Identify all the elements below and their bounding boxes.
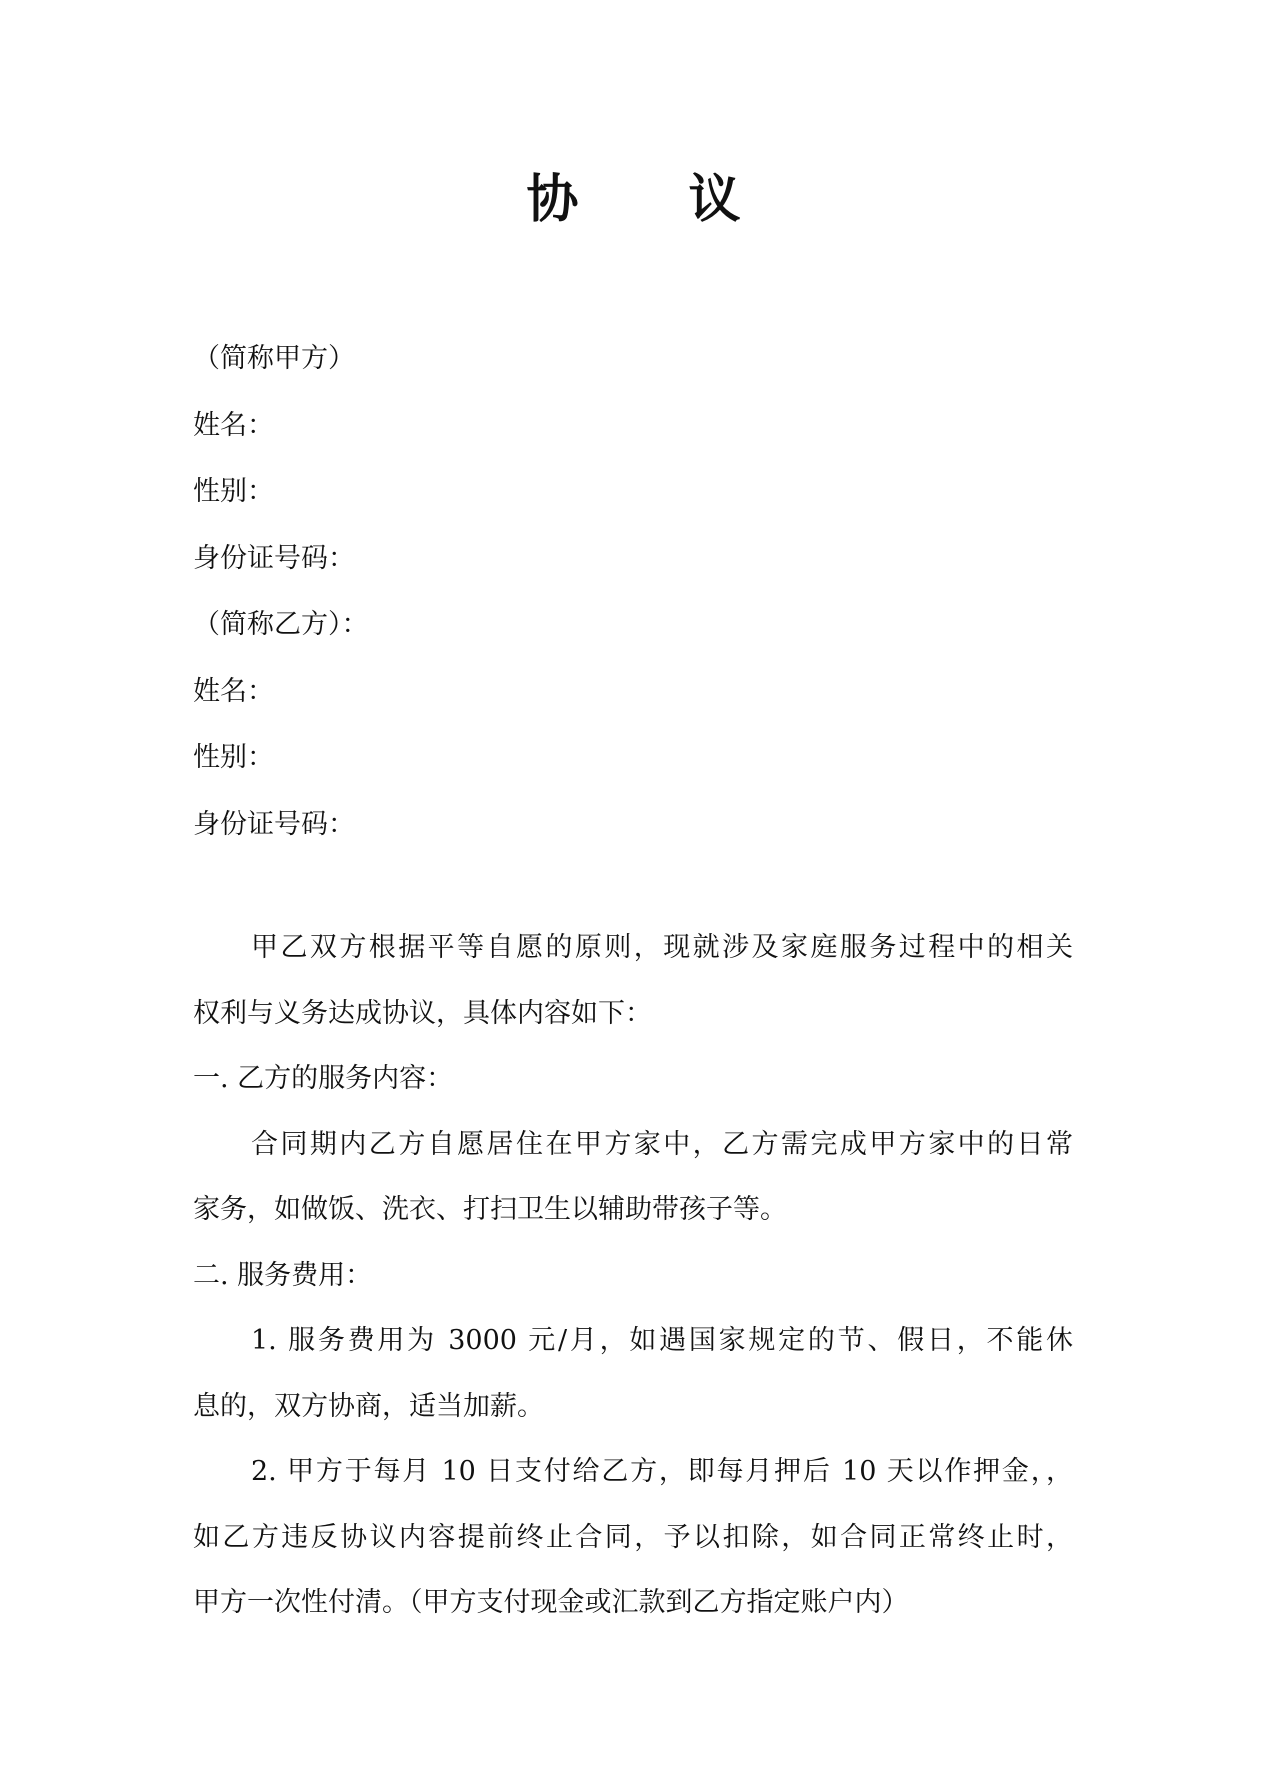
party-a-heading: （简称甲方） xyxy=(193,343,355,374)
agreement-body xyxy=(193,915,1073,1636)
title-char-2: 议 xyxy=(688,170,741,230)
item-1-line-2: 息的，双方协商，适当加薪。 xyxy=(193,1390,544,1422)
section-1-line-2: 家务，如做饭、洗衣、打扫卫生以辅助带孩子等。 xyxy=(193,1194,787,1225)
party-b-gender-label: 性别： xyxy=(193,742,274,773)
item-2-line-1: 2. 甲方于每月 10 日支付给乙方，即每月押后 10 天以作押金，， xyxy=(251,1456,1073,1487)
item-2-line-3: 甲方一次性付清。（甲方支付现金或汇款到乙方指定账户内） xyxy=(193,1587,909,1618)
section-1-heading: 一. 乙方的服务内容： xyxy=(193,1063,454,1094)
party-a-id-label: 身份证号码： xyxy=(193,542,355,574)
item-2-line-2: 如乙方违反协议内容提前终止合同，予以扣除，如合同正常终止时， xyxy=(193,1521,1073,1553)
party-b-id-label: 身份证号码： xyxy=(193,808,355,840)
party-b-heading: （简称乙方）： xyxy=(193,609,369,640)
intro-line-1: 甲乙双方根据平等自愿的原则，现就涉及家庭服务过程中的相关 xyxy=(251,932,1073,963)
intro-line-2: 权利与义务达成协议，具体内容如下： xyxy=(193,997,652,1029)
party-a-gender-label: 性别： xyxy=(193,476,274,507)
section-2-heading: 二. 服务费用： xyxy=(193,1259,373,1291)
parties-block xyxy=(193,326,1093,858)
party-b-name-label: 姓名： xyxy=(193,675,274,707)
section-1-line-1: 合同期内乙方自愿居住在甲方家中，乙方需完成甲方家中的日常 xyxy=(251,1128,1073,1160)
party-a-name-label: 姓名： xyxy=(193,409,274,441)
document-title xyxy=(0,160,1267,240)
item-1-line-1: 1. 服务费用为 3000 元/月，如遇国家规定的节、假日，不能休 xyxy=(251,1325,1073,1356)
title-char-1: 协 xyxy=(526,170,579,230)
